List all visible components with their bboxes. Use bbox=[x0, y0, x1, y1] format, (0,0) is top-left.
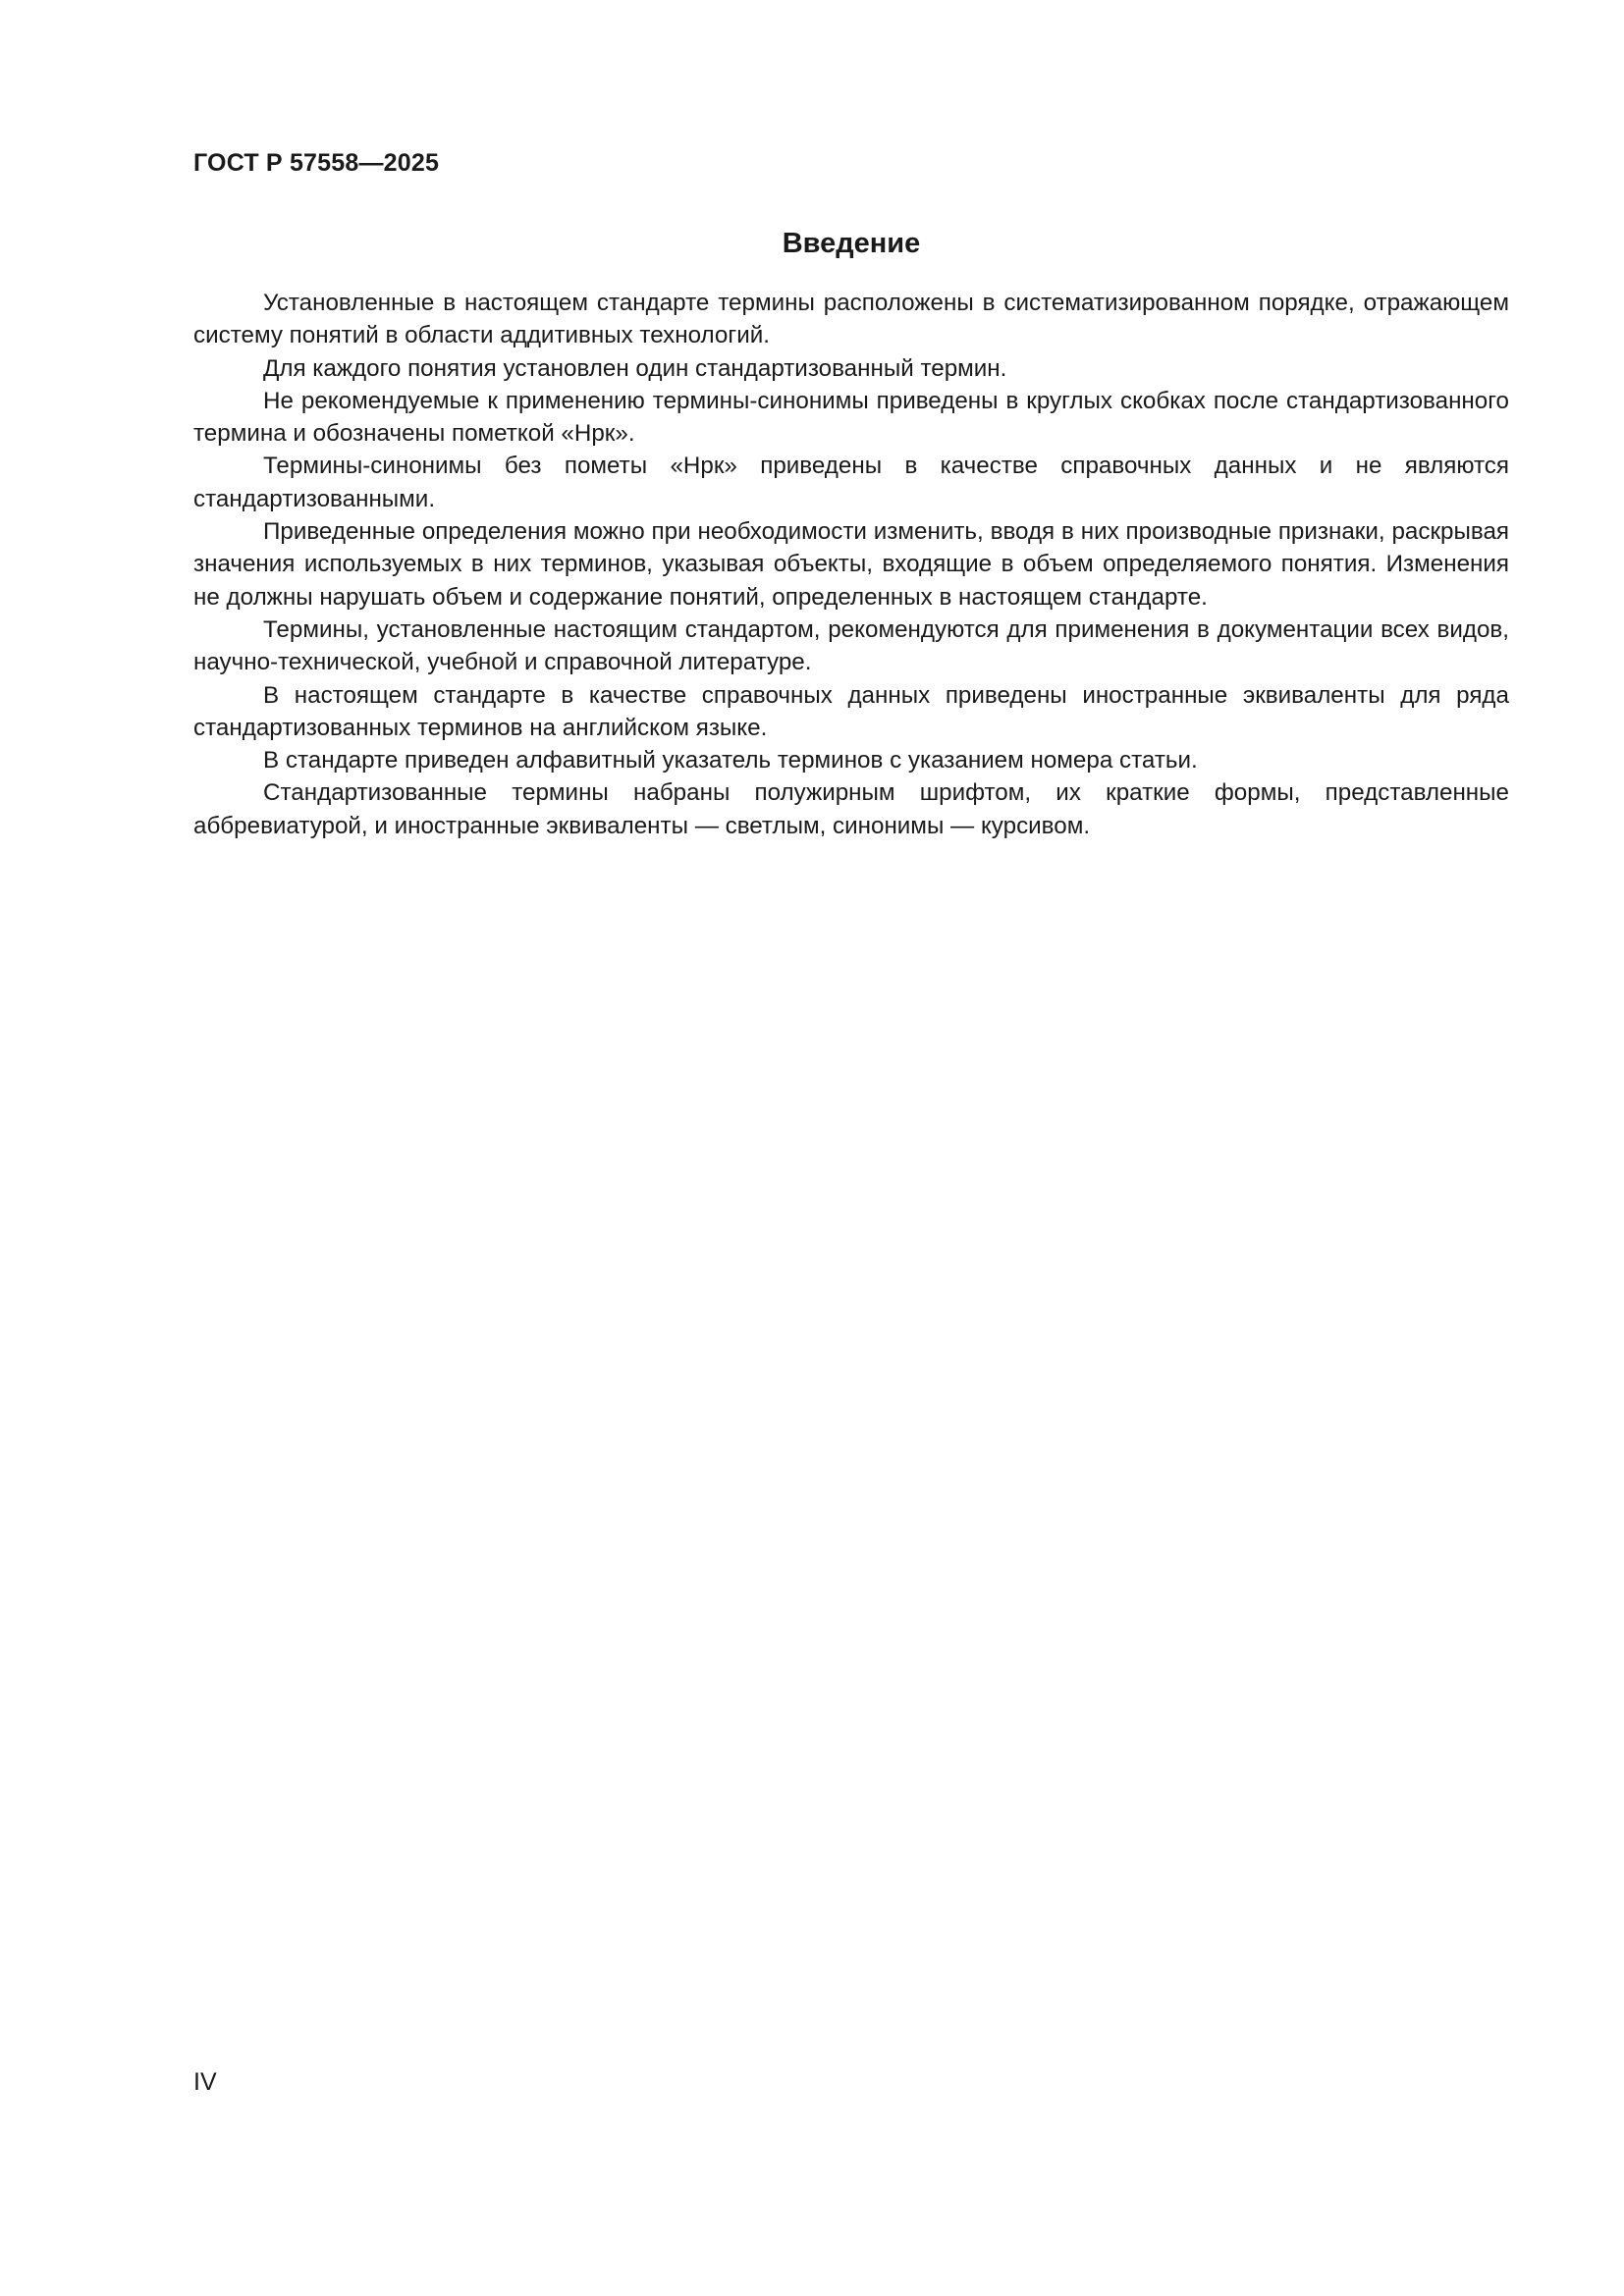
section-title: Введение bbox=[782, 228, 921, 259]
paragraph: Термины-синонимы без пометы «Нрк» приведены в качестве справочных данных и не являются стандартизованными. bbox=[193, 453, 1509, 512]
paragraph: Термины, установленные настоящим стандартом, рекомендуются для применения в документации всех видов, научно-технической, учебной и справочной литературе. bbox=[193, 615, 1509, 676]
page-number: IV bbox=[193, 2068, 217, 2096]
paragraph: Установленные в настоящем стандарте термины расположены в систематизированном порядке, отражающем систему понятий в области аддитивных технологий. bbox=[193, 290, 1509, 349]
standard-code-header: ГОСТ Р 57558—2025 bbox=[193, 149, 440, 177]
introduction-body bbox=[193, 287, 1509, 842]
paragraph: В стандарте приведен алфавитный указатель терминов с указанием номера статьи. bbox=[263, 747, 1198, 774]
paragraph: Стандартизованные термины набраны полужирным шрифтом, их краткие формы, представленные аббревиатурой, и иностранные эквиваленты — светлым, синонимы — курсивом. bbox=[193, 779, 1509, 839]
paragraph: В настоящем стандарте в качестве справочных данных приведены иностранные эквиваленты для ряда стандартизованных терминов на английском языке. bbox=[193, 681, 1509, 741]
paragraph: Для каждого понятия установлен один стандартизованный термин. bbox=[263, 354, 1007, 382]
paragraph: Приведенные определения можно при необходимости изменить, вводя в них производные признаки, раскрывая значения используемых в них терминов, указывая объекты, входящие в объем определяемого понятия. Изменения не должны нарушать объем и содержание понятий, определенных в настоящем стандарте. bbox=[193, 518, 1509, 611]
paragraph: Не рекомендуемые к применению термины-синонимы приведены в круглых скобках после стандартизованного термина и обозначены пометкой «Нрк». bbox=[193, 387, 1509, 448]
